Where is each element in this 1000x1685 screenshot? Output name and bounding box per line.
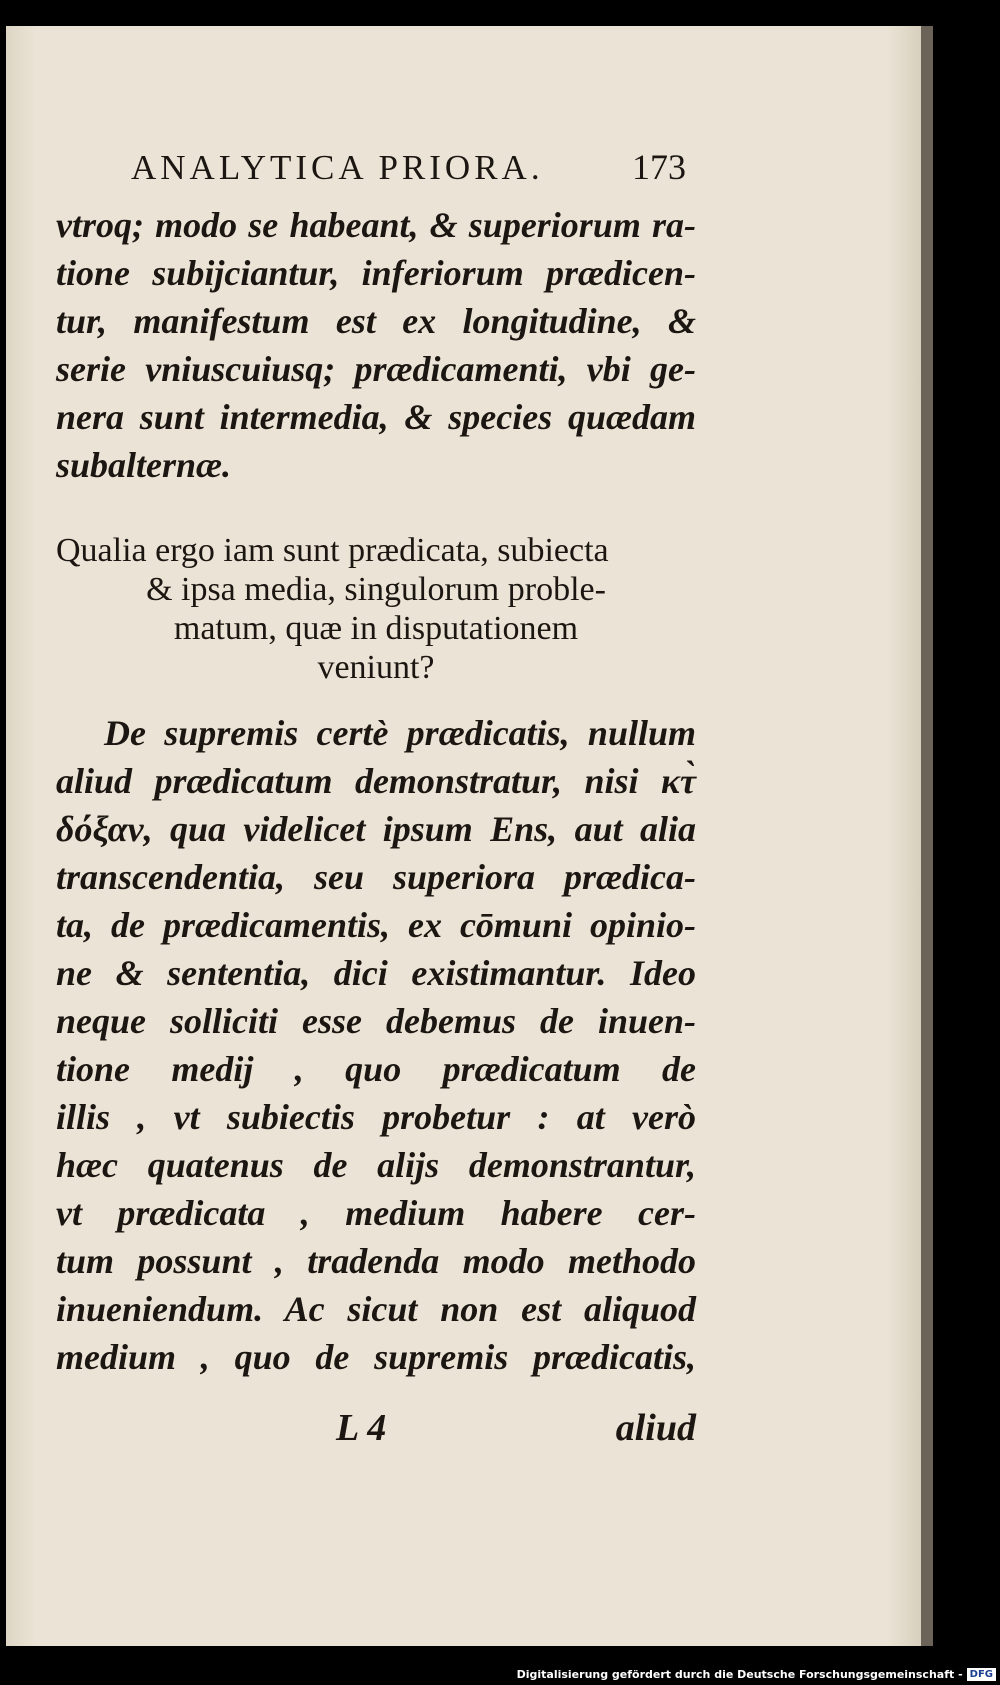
heading-line: matum, quæ in disputationem: [173, 610, 579, 647]
dfg-logo-icon: DFG: [967, 1668, 996, 1681]
page-header: [131, 146, 686, 196]
digitization-credit: [517, 1665, 996, 1683]
credit-text: Digitalisierung gefördert durch die Deutsche Forschungsgemeinschaft -: [516, 1667, 963, 1681]
text-line: subalternæ.: [56, 445, 232, 485]
text-line: serie vniuscuiusq; prædicamenti, vbi ge-: [56, 349, 696, 389]
paragraph-answer: [56, 709, 696, 1381]
heading-line: veniunt?: [317, 649, 435, 686]
catchword: aliud: [615, 1407, 696, 1449]
text-line: tur, manifestum est ex longitudine, &: [56, 301, 696, 341]
text-line: inueniendum. Ac sicut non est aliquod: [56, 1289, 696, 1329]
text-line: vt prædicata , medium habere cer-: [56, 1193, 696, 1233]
text-line: medium , quo de supremis prædicatis,: [56, 1337, 696, 1377]
page-footer: [336, 1406, 696, 1454]
book-page: [6, 26, 921, 1646]
text-line: δόξαν, qua videlicet ipsum Ens, aut alia: [56, 809, 696, 849]
heading-line: & ipsa media, singulorum proble-: [146, 571, 606, 608]
text-line: illis , vt subiectis probetur : at verò: [56, 1097, 696, 1137]
heading-line: Qualia ergo iam sunt prædicata, subiecta: [56, 532, 609, 569]
text-line: neque solliciti esse debemus de inuen-: [56, 1001, 696, 1041]
text-line: transcendentia, seu superiora prædica-: [56, 857, 696, 897]
text-line: hæc quatenus de alijs demonstrantur,: [56, 1145, 696, 1185]
text-line: tum possunt , tradenda modo methodo: [56, 1241, 696, 1281]
text-line: tione medij , quo prædicatum de: [56, 1049, 696, 1089]
text-line: ne & sententia, dici existimantur. Ideo: [56, 953, 696, 993]
running-title: ANALYTICA PRIORA.: [131, 148, 544, 187]
text-line: tione subijciantur, inferiorum prædicen-: [56, 253, 696, 293]
text-line: nera sunt intermedia, & species quædam: [56, 397, 696, 437]
text-line: vtroq; modo se habeant, & superiorum ra-: [56, 205, 696, 245]
text-line: De supremis certè prædicatis, nullum: [104, 713, 696, 753]
page-edge: [921, 26, 933, 1646]
paragraph-continuation: [56, 201, 696, 489]
signature-mark: L 4: [336, 1407, 387, 1449]
page-number: 173: [632, 147, 686, 187]
question-heading: [56, 531, 696, 687]
text-line: aliud prædicatum demonstratur, nisi κτ̀: [56, 761, 696, 801]
text-line: ta, de prædicamentis, ex cōmuni opinio-: [56, 905, 696, 945]
